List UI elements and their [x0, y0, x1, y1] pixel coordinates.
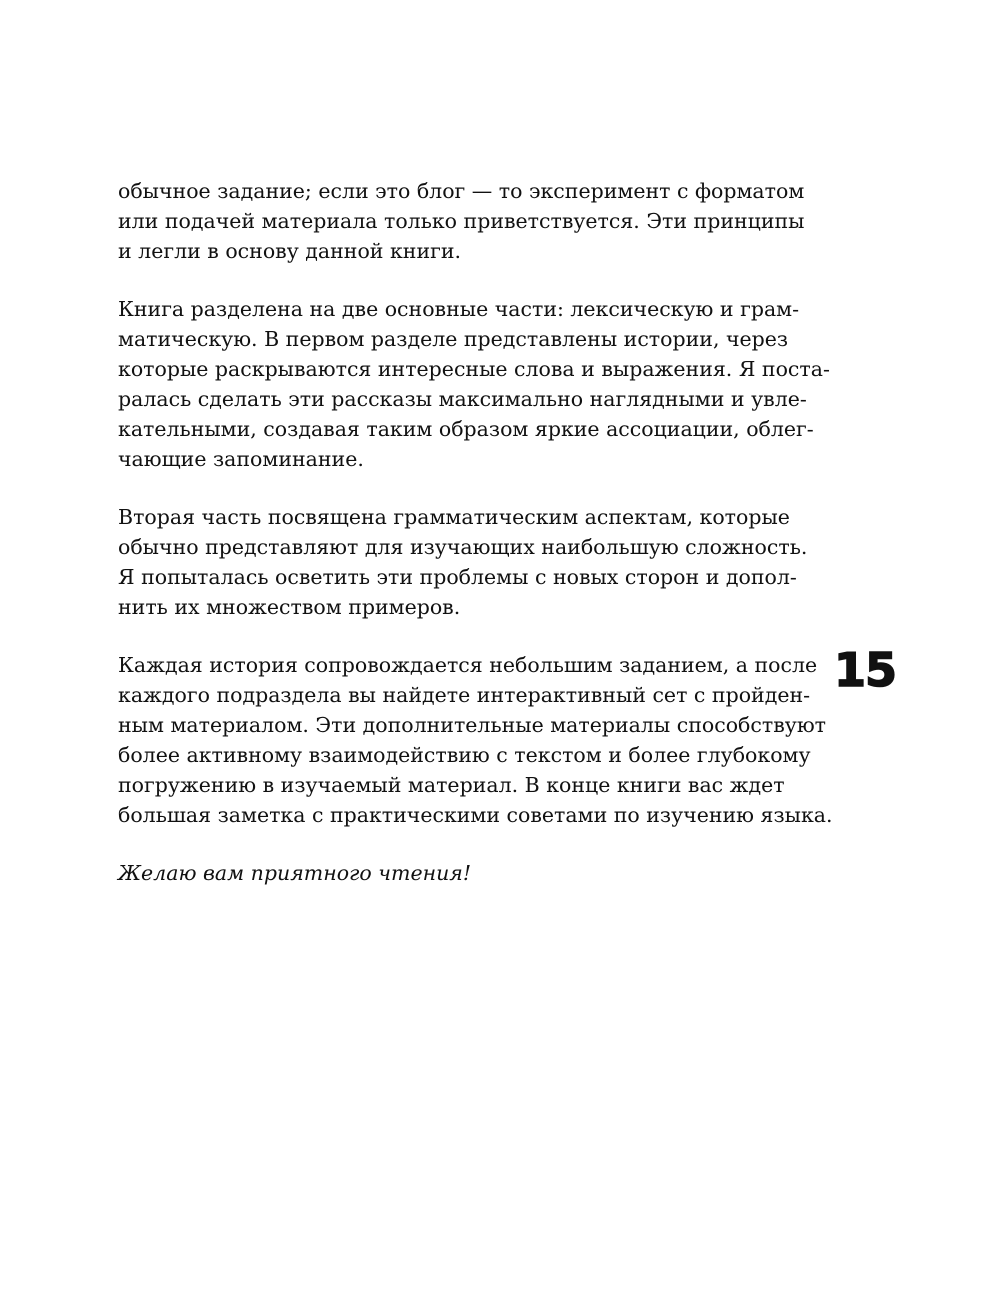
text-line: которые раскрываются интересные слова и выражения. Я поста-: [118, 357, 830, 381]
text-line: Я попыталась осветить эти проблемы с новых сторон и допол-: [118, 565, 797, 589]
text-line: ралась сделать эти рассказы максимально наглядными и увле-: [118, 387, 807, 411]
text-line: чающие запоминание.: [118, 447, 364, 471]
paragraph-2: [118, 294, 830, 474]
text-line: обычное задание; если это блог — то эксперимент с форматом: [118, 179, 805, 203]
text-line: Книга разделена на две основные части: лексическую и грам-: [118, 297, 800, 321]
text-line: ным материалом. Эти дополнительные материалы способствуют: [118, 713, 827, 737]
text-line: Каждая история сопровождается небольшим заданием, а после: [118, 653, 818, 677]
text-line: более активному взаимодействию с текстом и более глубокому: [118, 743, 811, 767]
text-line: каждого подраздела вы найдете интерактивный сет с пройден-: [118, 683, 811, 707]
text-line: и легли в основу данной книги.: [118, 239, 462, 263]
text-line: большая заметка с практическими советами по изучению языка.: [118, 803, 833, 827]
text-line: нить их множеством примеров.: [118, 595, 461, 619]
paragraph-3: [118, 502, 808, 622]
text-line: Вторая часть посвящена грамматическим аспектам, которые: [118, 505, 790, 529]
page-number: 15: [834, 643, 897, 697]
text-line: погружению в изучаемый материал. В конце книги вас ждет: [118, 773, 785, 797]
text-line: или подачей материала только приветствуется. Эти принципы: [118, 209, 805, 233]
text-line: кательными, создавая таким образом яркие ассоциации, облег-: [118, 417, 814, 441]
text-line: обычно представляют для изучающих наибольшую сложность.: [118, 535, 808, 559]
closing-line: Желаю вам приятного чтения!: [118, 861, 472, 885]
body-text: [118, 176, 833, 888]
paragraph-1: [118, 176, 805, 266]
paragraph-4: [118, 650, 833, 830]
text-line: матическую. В первом разделе представлены истории, через: [118, 327, 789, 351]
